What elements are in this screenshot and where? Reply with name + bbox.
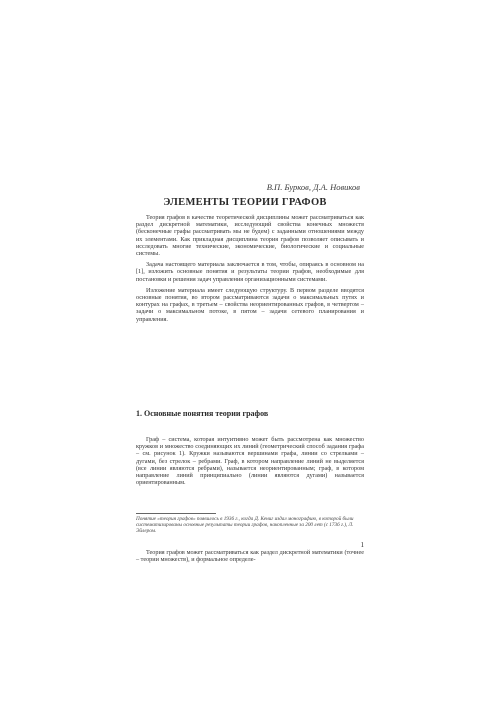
continued-text (136, 549, 364, 567)
paragraph: Теория графов в качестве теоретической дисциплины может рассматриваться как раздел дискретной математики, исследующий свойства конечных множеств (бесконечные графы рассматривать мы не будем) с заданными отношениями между их элементами. Как прикладная дисциплина теория графов позволяет описывать и исследовать многие технические, экономические, биологические и социальные системы. (136, 214, 364, 258)
paragraph: Теория графов может рассматриваться как раздел дискретной математики (точнее – теории множеств), и формальное определе- (136, 549, 364, 564)
paragraph: Граф – система, которая интуитивно может быть рассмотрена как множество кружков и множество соединяющих их линий (геометрический способ задания графа – см. рисунок 1). Кружки называются вершинами графа, линии со стрелками – дугами, без стрелок – ребрами. Граф, в котором направление линий не выделяется (все линии являются ребрами), называется неориентированным; граф, в котором направление линий принципиально (линии являются дугами) называется ориентированным. (136, 436, 364, 487)
footnote-divider (136, 513, 216, 514)
authors: В.П. Бурков, Д.А. Новиков (266, 182, 360, 192)
section-body (136, 436, 364, 490)
paragraph: Задача настоящего материала заключается в том, чтобы, опираясь в основном на [1], изложить основные понятия и результаты теории графов, необходимые для постановки и решения задач управления организационными системами. (136, 261, 364, 283)
page-number: 1 (360, 541, 364, 549)
document-title: ЭЛЕМЕНТЫ ТЕОРИИ ГРАФОВ (163, 197, 327, 208)
section-heading: 1. Основные понятия теории графов (136, 409, 269, 418)
intro-section (136, 214, 364, 327)
paragraph: Изложение материала имеет следующую структуру. В первом разделе вводятся основные понятия, во втором рассматриваются задачи о максимальных путях и контурах на графах, в третьем – свойства неориентированных графов, в четвертом – задачи о максимальном потоке, в пятом – задачи сетевого планирования и управления. (136, 286, 364, 323)
footnote: Понятие «теория графов» появилось в 1936 г., когда Д. Кениг издал монографию, в которой были систематизированы основные результаты теории графов, накопленные за 200 лет (с 1736 г.), Л. Эйлером. (136, 516, 354, 535)
